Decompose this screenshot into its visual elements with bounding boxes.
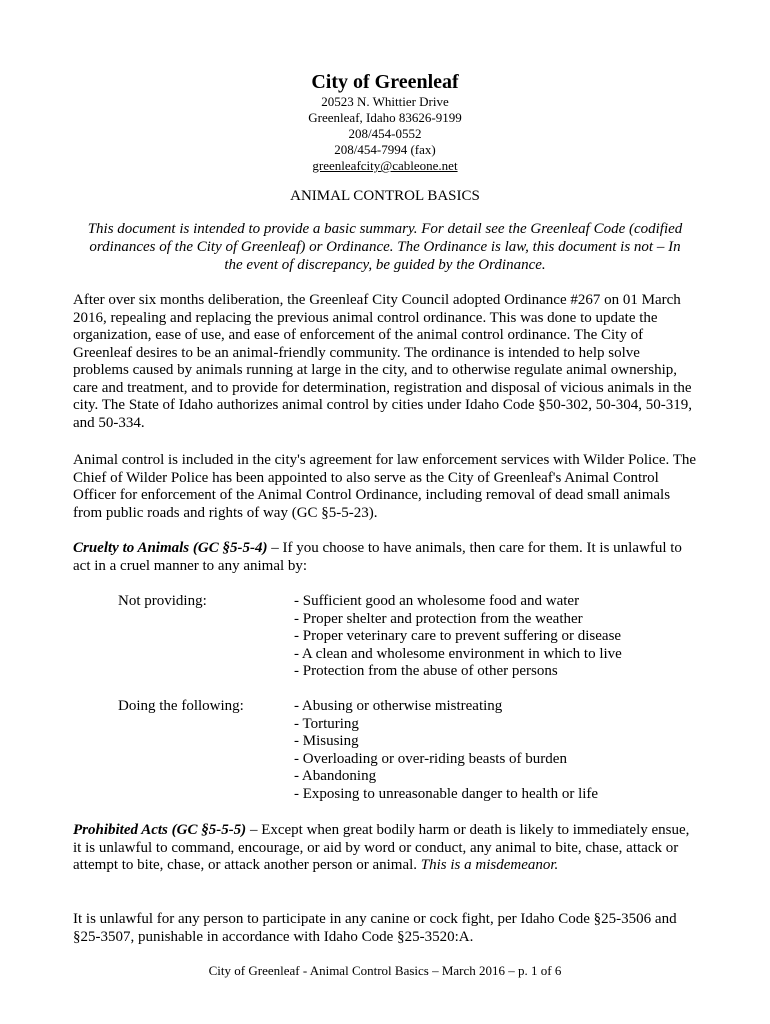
list-item: - Proper shelter and protection from the weather: [294, 610, 583, 627]
list-item: - Protection from the abuse of other persons: [294, 663, 558, 680]
address-line-2: Greenleaf, Idaho 83626-9199: [308, 110, 462, 125]
cruelty-text: – If you choose to have animals, then care for them. It is unlawful to act in a cruel manner to any animal by:: [73, 540, 682, 574]
document-heading: ANIMAL CONTROL BASICS: [290, 188, 480, 204]
list-item: - Exposing to unreasonable danger to health or life: [294, 785, 599, 802]
city-name: City of Greenleaf: [311, 71, 459, 93]
phone-number: 208/454-0552: [348, 126, 422, 141]
email-link[interactable]: greenleafcity@cableone.net: [312, 158, 458, 173]
list-item: - Abusing or otherwise mistreating: [294, 698, 503, 714]
list-item: - Abandoning: [294, 768, 377, 785]
page-footer: City of Greenleaf - Animal Control Basics – March 2016 – p. 1 of 6: [208, 963, 562, 978]
intro-disclaimer: This document is intended to provide a basic summary. For detail see the Greenleaf Code (codified ordinances of the City of Greenleaf) or Ordinance. The Ordinance is law, this document is not – In the event of discrepancy, be guided by the Ordinance.: [87, 221, 683, 273]
prohibited-section: [73, 822, 698, 875]
not-providing-list: [294, 593, 694, 681]
list-item: - Torturing: [294, 715, 359, 732]
misdemeanor-note: This is a misdemeanor.: [420, 857, 559, 873]
fax-number: 208/454-7994 (fax): [334, 142, 436, 157]
list-item: - Misusing: [294, 733, 359, 750]
list-item: - A clean and wholesome environment in which to live: [294, 645, 622, 662]
doing-following-label: Doing the following:: [118, 698, 244, 714]
paragraph-enforcement: Animal control is included in the city's agreement for law enforcement services with Wilder Police. The Chief of Wilder Police has been appointed to also serve as the City of Greenleaf's Animal Control Officer for enforcement of the Animal Control Ordinance, including removal of dead small animals from public roads and rights of way (GC §5-5-23).: [73, 452, 697, 521]
cruelty-section: [73, 540, 698, 575]
paragraph-fighting: It is unlawful for any person to participate in any canine or cock fight, per Idaho Code §25-3506 and §25-3507, punishable in accordance with Idaho Code §25-3520:A.: [73, 911, 677, 945]
doing-following-list: [294, 698, 694, 804]
cruelty-title: Cruelty to Animals (GC §5-5-4): [73, 540, 268, 556]
prohibited-title: Prohibited Acts (GC §5-5-5): [73, 822, 247, 838]
list-item: - Proper veterinary care to prevent suffering or disease: [294, 628, 622, 645]
prohibited-text: – Except when great bodily harm or death is likely to immediately ensue, it is unlawful to command, encourage, or aid by word or conduct, any animal to bite, chase, attack or attempt to bite, chase, or attack another person or animal.: [73, 822, 690, 873]
paragraph-ordinance-history: After over six months deliberation, the Greenleaf City Council adopted Ordinance #267 on 01 March 2016, repealing and replacing the previous animal control ordinance. This was done to update the organization, ease of use, and ease of enforcement of the animal control ordinance. The City of Greenleaf desires to be an animal-friendly community. The ordinance is intended to help solve problems caused by animals running at large in the city, and to otherwise regulate animal ownership, care and treatment, and to provide for determination, registration and disposal of vicious animals in the city. The State of Idaho authorizes animal control by cities under Idaho Code §50-302, 50-304, 50-319, and 50-334.: [73, 292, 693, 431]
list-item: - Overloading or over-riding beasts of burden: [294, 750, 567, 767]
address-line-1: 20523 N. Whittier Drive: [321, 94, 449, 109]
list-item: - Sufficient good an wholesome food and water: [294, 593, 580, 609]
letterhead: [0, 70, 770, 174]
not-providing-label: Not providing:: [118, 593, 207, 609]
